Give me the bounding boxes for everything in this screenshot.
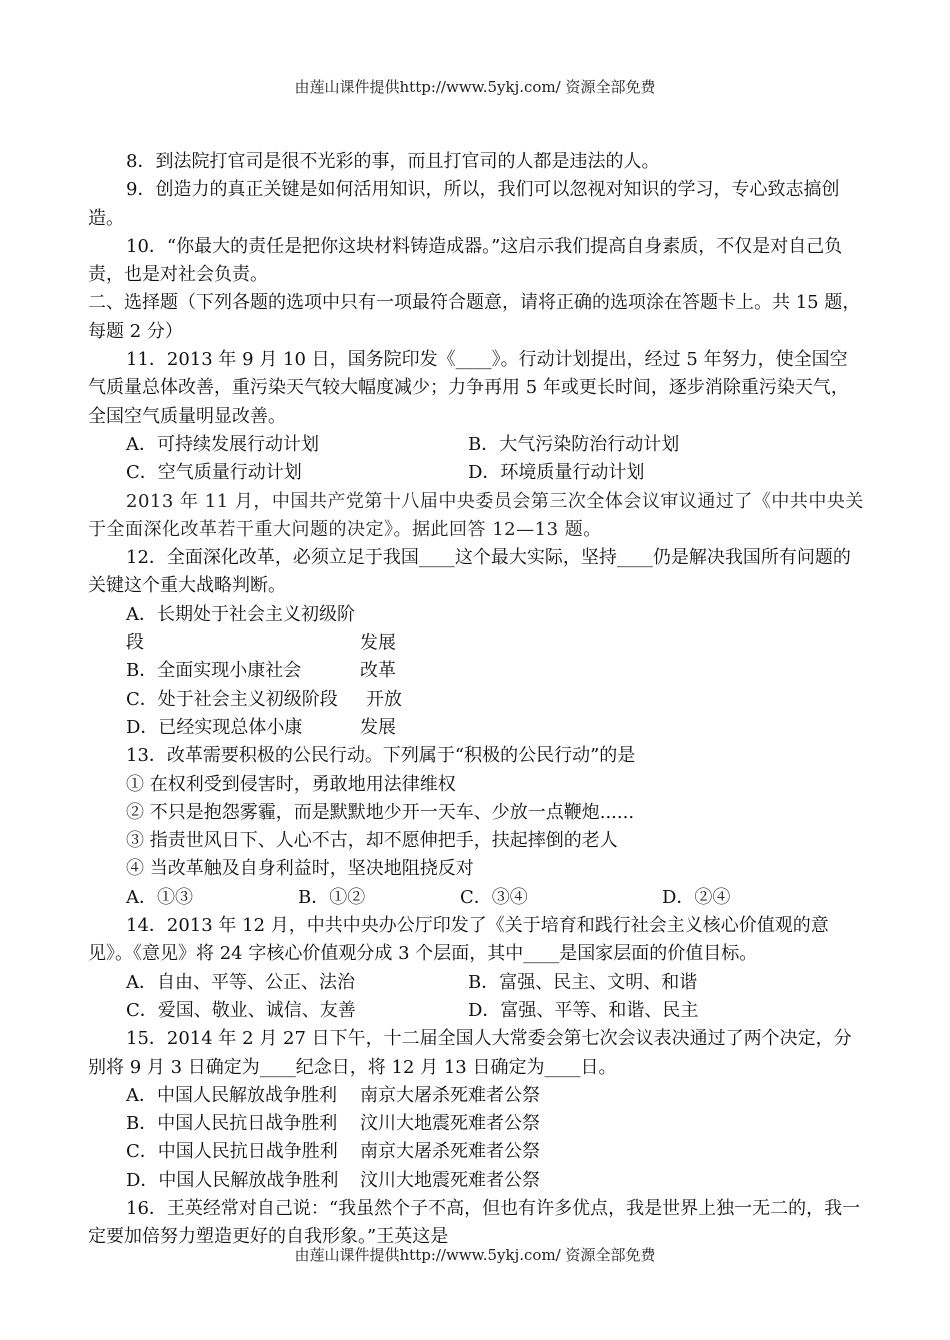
- statement-3: ③ 指责世风日下、人心不古，却不愿伸把手，扶起摔倒的老人: [126, 830, 618, 852]
- option-b-part2: 改革: [360, 660, 396, 682]
- option-a-part2: 南京大屠杀死难者公祭: [360, 1084, 540, 1106]
- page-header: 由莲山课件提供http://www.5ykj.com/ 资源全部免费: [294, 78, 656, 96]
- statement-1: ① 在权利受到侵害时，勇敢地用法律维权: [126, 773, 456, 795]
- judgment-8: 8．到法院打官司是很不光彩的事，而且打官司的人都是违法的人。: [126, 151, 660, 172]
- judgment-10: 10．“你最大的责任是把你这块材料铸造成器。”这启示我们提高自身素质，不仅是对自己负责，也是对社会负责。: [88, 235, 843, 286]
- question-13-options: [88, 884, 864, 912]
- option-b: B．富强、民主、文明、和谐: [468, 971, 698, 993]
- question-15-stem: 15．2014 年 2 月 27 日下午，十二届全国人大常委会第七次会议表决通过了两个决定，分别将 9 月 3 日确定为____纪念日，将 12 月 13 日确定为____日。: [88, 1028, 852, 1078]
- option-d-part1: D．已经实现总体小康: [126, 716, 303, 738]
- option-c-part2: 南京大屠杀死难者公祭: [360, 1141, 540, 1163]
- section-2-title: 二、选择题（下列各题的选项中只有一项最符合题意，请将正确的选项涂在答题卡上。共 15 题，每题 2 分）: [88, 292, 861, 342]
- judgment-9: 9．创造力的真正关键是如何活用知识，所以，我们可以忽视对知识的学习，专心致志搞创造。: [88, 179, 840, 229]
- option-d: D．环境质量行动计划: [468, 462, 645, 484]
- exam-content: [88, 148, 864, 1252]
- question-15-option-a: [88, 1082, 864, 1110]
- question-11-options-cd: [88, 459, 864, 487]
- question-12-option-d: [88, 714, 864, 742]
- option-a-part1: A．中国人民解放战争胜利: [126, 1084, 337, 1106]
- page-footer: 由莲山课件提供http://www.5ykj.com/ 资源全部免费: [294, 1246, 656, 1264]
- question-15-option-c: [88, 1138, 864, 1166]
- option-b-part2: 汶川大地震死难者公祭: [360, 1113, 540, 1135]
- option-d-part2: 发展: [360, 716, 396, 738]
- option-d-part1: D．中国人民解放战争胜利: [126, 1169, 339, 1191]
- question-13-stem: 13．改革需要积极的公民行动。下列属于“积极的公民行动”的是: [126, 745, 636, 767]
- option-a: A．①③: [126, 886, 193, 908]
- question-11-stem: 11．2013 年 9 月 10 日，国务院印发《____》。行动计划提出，经过 5 年努力，使全国空气质量总体改善，重污染天气较大幅度减少；力争再用 5 年或更长时间，逐步消除重污染天气，全国空气质量明显改善。: [88, 349, 849, 427]
- question-14-options-ab: [88, 969, 864, 997]
- question-12-option-b: [88, 657, 864, 685]
- option-c-part1: C．处于社会主义初级阶段: [126, 688, 338, 710]
- option-a: A．可持续发展行动计划: [126, 433, 319, 455]
- option-d: D．②④: [662, 886, 731, 908]
- option-c-part2: 开放: [366, 688, 402, 710]
- reading-material: 2013 年 11 月，中国共产党第十八届中央委员会第三次全体会议审议通过了《中共中央关于全面深化改革若干重大问题的决定》。据此回答 12—13 题。: [88, 490, 864, 540]
- option-d-part2: 汶川大地震死难者公祭: [360, 1169, 540, 1191]
- question-15-option-b: [88, 1110, 864, 1138]
- statement-4: ④ 当改革触及自身利益时，坚决地阻挠反对: [126, 858, 474, 880]
- option-c-part1: C．中国人民抗日战争胜利: [126, 1141, 338, 1163]
- option-d: D．富强、平等、和谐、民主: [468, 999, 699, 1021]
- question-11-options-ab: [88, 431, 864, 459]
- question-12-option-c: [88, 686, 864, 714]
- option-b-part1: B．全面实现小康社会: [126, 660, 302, 682]
- option-c: C．爱国、敬业、诚信、友善: [126, 999, 356, 1021]
- option-a-part2: 发展: [360, 632, 396, 654]
- question-14-stem: 14．2013 年 12 月，中共中央办公厅印发了《关于培育和践行社会主义核心价值观的意见》。《意见》将 24 字核心价值观分成 3 个层面，其中____是国家层面的价值目标。: [88, 915, 829, 965]
- question-14-options-cd: [88, 997, 864, 1025]
- option-c: C．空气质量行动计划: [126, 462, 302, 484]
- option-a-part1: A．长期处于社会主义初级阶段: [126, 603, 355, 654]
- question-15-option-d: [88, 1167, 864, 1195]
- option-b-part1: B．中国人民抗日战争胜利: [126, 1113, 338, 1135]
- option-c: C．③④: [460, 886, 528, 908]
- option-a: A．自由、平等、公正、法治: [126, 971, 355, 993]
- question-12-option-a: [88, 601, 864, 658]
- option-b: B．大气污染防治行动计划: [468, 433, 680, 455]
- question-16-stem: 16．王英经常对自己说：“我虽然个子不高，但也有许多优点，我是世界上独一无二的，我一定要加倍努力塑造更好的自我形象。”王英这是: [88, 1197, 861, 1248]
- option-b: B．①②: [298, 886, 366, 908]
- question-12-stem: 12．全面深化改革，必须立足于我国____这个最大实际，坚持____仍是解决我国所有问题的关键这个重大战略判断。: [88, 547, 851, 597]
- statement-2: ② 不只是抱怨雾霾，而是默默地少开一天车、少放一点鞭炮......: [126, 801, 635, 823]
